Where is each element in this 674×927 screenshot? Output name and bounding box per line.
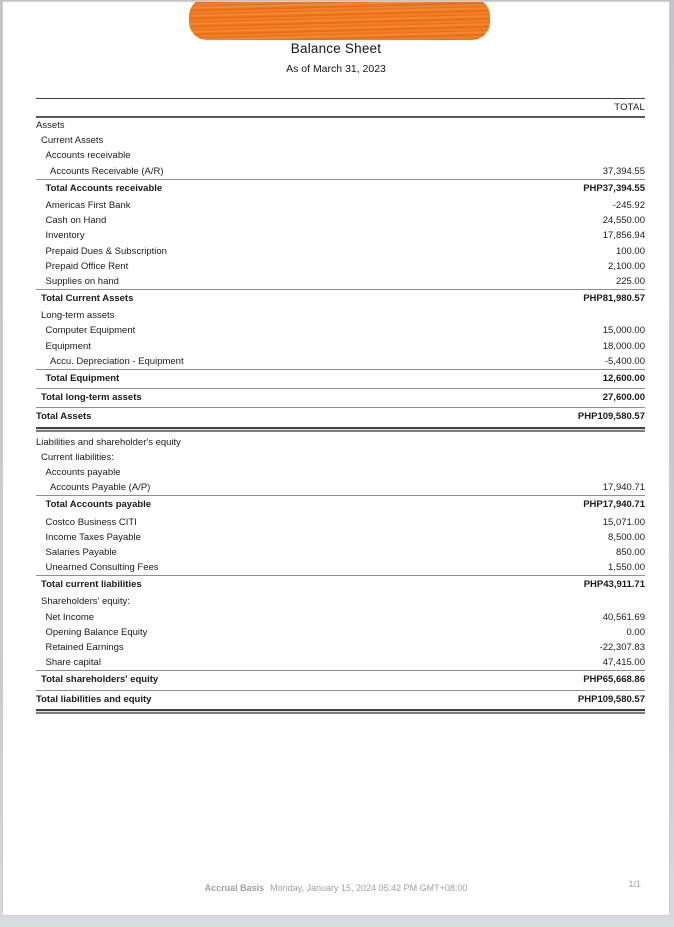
print-timestamp: Monday, January 15, 2024 05:42 PM GMT+08:00 (270, 883, 468, 893)
account-label: Supplies on hand (45, 275, 119, 287)
account-label: Prepaid Office Rent (45, 260, 129, 272)
table-row (36, 259, 645, 274)
account-label: Net Income (45, 611, 95, 623)
account-value: 24,550.00 (602, 215, 645, 227)
account-value: 15,000.00 (602, 325, 645, 337)
account-label: Retained Earnings (45, 642, 124, 653)
table-row (36, 594, 645, 609)
account-value: 850.00 (615, 546, 645, 558)
table-row (36, 407, 645, 424)
account-value: 1,550.00 (608, 562, 645, 574)
account-value: 8,500.00 (608, 531, 645, 543)
account-value: 18,000.00 (602, 340, 645, 352)
account-value: -5,400.00 (604, 355, 645, 367)
table-row (36, 369, 645, 386)
table-row (36, 308, 645, 323)
report-page (3, 2, 669, 915)
table-row (36, 339, 645, 354)
account-label: Total current liabilities (41, 579, 142, 591)
account-label: Long-term assets (41, 310, 115, 322)
account-value: PHP17,940.71 (583, 499, 645, 511)
account-label: Total Accounts payable (45, 499, 152, 511)
account-label: Accounts Receivable (A/R) (50, 165, 164, 177)
account-value: 15,071.00 (602, 516, 645, 528)
account-label: Accu. Depreciation - Equipment (50, 355, 184, 367)
account-label: Total Assets (36, 411, 92, 423)
account-label: Opening Balance Equity (45, 626, 148, 638)
account-label: Total Equipment (45, 373, 120, 384)
table-row (36, 450, 645, 465)
table-row (36, 495, 645, 512)
table-row (36, 530, 645, 545)
account-value: 225.00 (615, 275, 645, 287)
account-value: 37,394.55 (602, 165, 645, 177)
table-row (36, 198, 645, 213)
account-label: Equipment (45, 340, 91, 352)
table-row (36, 560, 645, 575)
table-row (36, 515, 645, 530)
account-value: -22,307.83 (599, 642, 645, 653)
account-label: Costco Business CITI (45, 516, 137, 528)
account-label: Computer Equipment (45, 325, 136, 337)
account-label: Total Current Assets (41, 293, 134, 305)
table-row (36, 690, 645, 707)
report-subtitle: As of March 31, 2023 (286, 63, 386, 75)
table-row (36, 164, 645, 179)
table-row (36, 670, 645, 687)
account-label: Total Accounts receivable (45, 182, 163, 194)
page-number: 1/1 (628, 879, 641, 889)
account-label: Income Taxes Payable (45, 531, 141, 543)
table-header-row (36, 98, 645, 118)
account-value: 17,940.71 (602, 482, 645, 494)
table-row (36, 640, 645, 655)
account-label: Share capital (45, 657, 101, 669)
account-label: Total liabilities and equity (36, 693, 152, 705)
table-row (36, 610, 645, 625)
account-value: 2,100.00 (608, 260, 645, 272)
account-value: PHP37,394.55 (583, 182, 645, 194)
account-label: Accounts payable (45, 466, 121, 478)
account-label: Americas First Bank (45, 199, 131, 211)
double-rule (36, 427, 645, 432)
account-value: PHP43,911.71 (583, 579, 645, 591)
account-label: Total long-term assets (41, 392, 142, 404)
account-label: Current liabilities: (41, 451, 114, 463)
table-row (36, 435, 645, 450)
account-value: 27,600.00 (602, 392, 645, 404)
account-label: Current Assets (41, 135, 104, 147)
account-value: 0.00 (626, 626, 645, 638)
account-value: PHP81,980.57 (583, 293, 645, 305)
account-label: Inventory (45, 230, 85, 242)
account-value: -245.92 (612, 199, 645, 211)
total-column-header: TOTAL (614, 102, 645, 113)
report-footer (3, 883, 669, 893)
table-row (36, 323, 645, 338)
account-label: Cash on Hand (45, 215, 107, 227)
table-row (36, 575, 645, 592)
account-value: PHP109,580.57 (577, 411, 645, 423)
table-row (36, 228, 645, 243)
table-row (36, 118, 645, 133)
table-row (36, 179, 645, 196)
account-label: Shareholders' equity: (41, 596, 130, 608)
report-title: Balance Sheet (290, 41, 382, 56)
table-row (36, 480, 645, 495)
account-label: Liabilities and shareholder's equity (36, 436, 181, 448)
account-value: 47,415.00 (602, 657, 645, 669)
table-row (36, 354, 645, 369)
table-row (36, 655, 645, 670)
account-value: 17,856.94 (602, 230, 645, 242)
account-label: Salaries Payable (45, 546, 117, 558)
table-row (36, 274, 645, 289)
account-label: Assets (36, 120, 65, 131)
accounting-basis-label: Accrual Basis (204, 883, 265, 893)
account-value: 12,600.00 (602, 373, 645, 384)
company-name-redaction (189, 2, 490, 40)
account-value: 100.00 (615, 245, 645, 257)
account-label: Accounts receivable (45, 150, 131, 162)
account-value: 40,561.69 (602, 611, 645, 623)
balance-sheet-table (36, 98, 645, 717)
table-row (36, 545, 645, 560)
table-row (36, 244, 645, 259)
table-row (36, 625, 645, 640)
table-row (36, 388, 645, 405)
account-label: Accounts Payable (A/P) (50, 482, 151, 494)
report-table-body (36, 118, 645, 714)
account-label: Unearned Consulting Fees (45, 562, 159, 574)
table-row (36, 465, 645, 480)
double-rule (36, 709, 645, 714)
account-value: PHP109,580.57 (577, 693, 645, 705)
account-label: Total shareholders' equity (41, 674, 159, 686)
table-row (36, 289, 645, 306)
account-value: PHP65,668.86 (583, 674, 645, 686)
table-row (36, 133, 645, 148)
account-label: Prepaid Dues & Subscription (45, 245, 167, 257)
table-row (36, 148, 645, 163)
table-row (36, 213, 645, 228)
